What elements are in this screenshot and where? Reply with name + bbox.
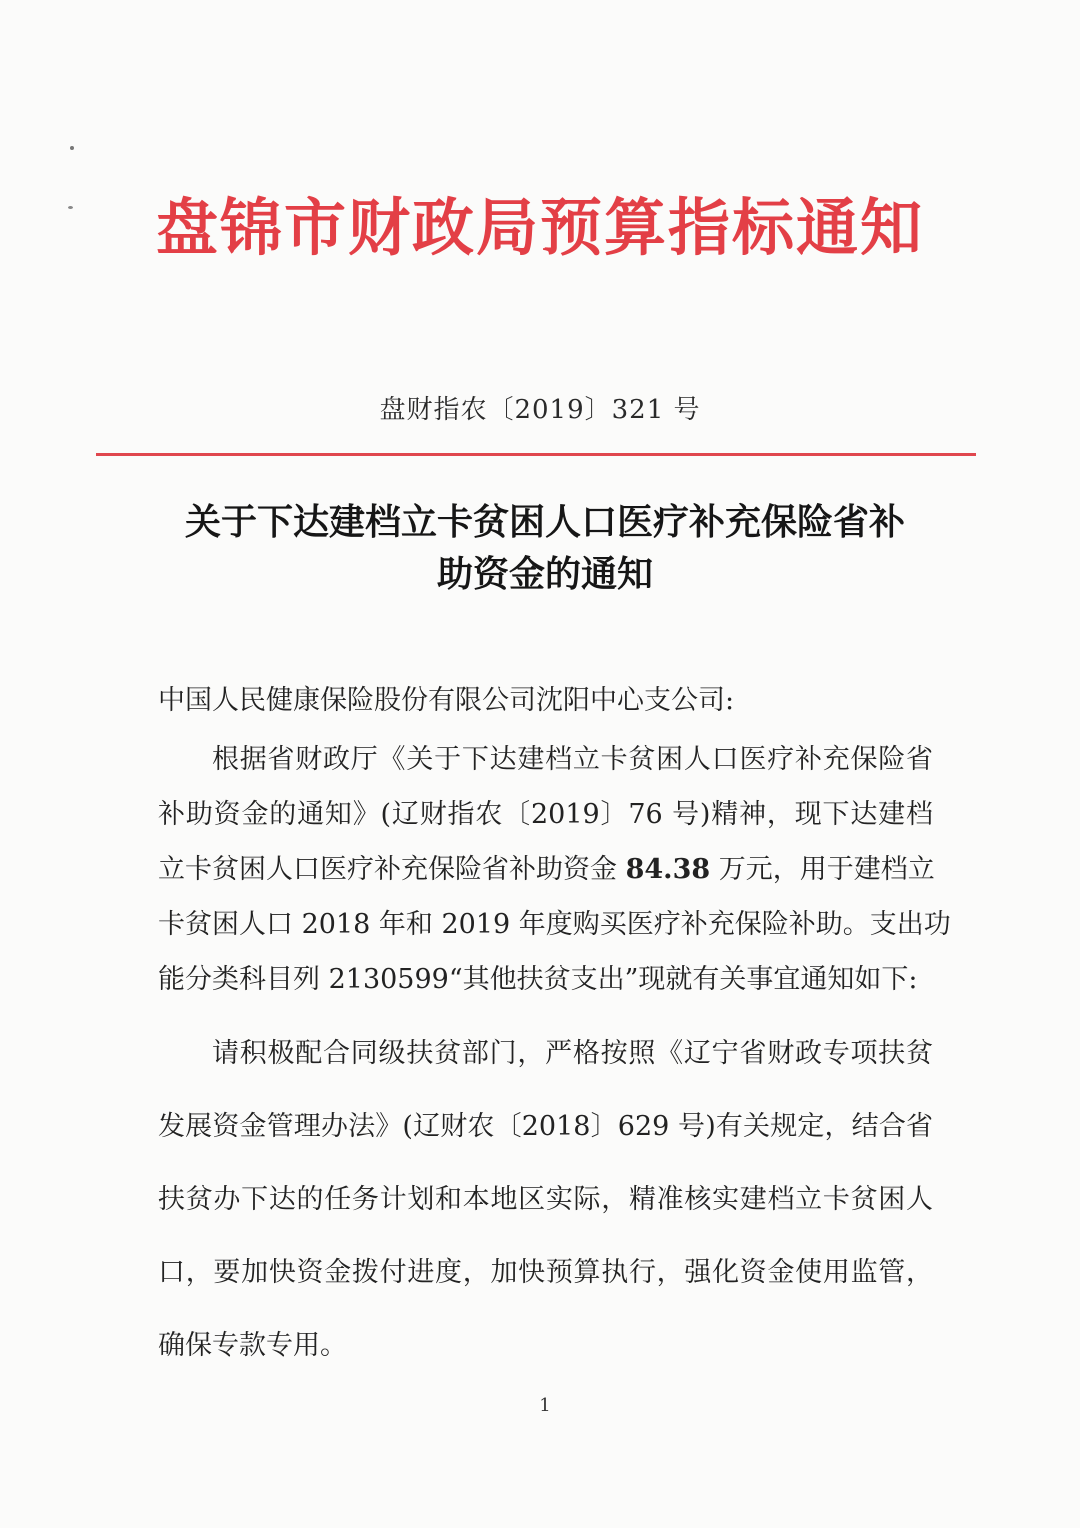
- notice-title-line-1: 关于下达建档立卡贫困人口医疗补充保险省补: [184, 501, 905, 543]
- body-paragraph-2: [158, 1017, 933, 1382]
- subsidy-amount: 84.38: [625, 854, 711, 885]
- notice-title-line-2: 助资金的通知: [436, 553, 653, 595]
- paragraph-1-line-1: 根据省财政厅《关于下达建档立卡贫困人口医疗补充保险省: [212, 744, 933, 775]
- paragraph-2-line-5: 确保专款专用。: [158, 1330, 347, 1361]
- paragraph-1-line-3-start: 立卡贫困人口医疗补充保险省补助资金: [158, 854, 626, 885]
- paragraph-1-line-4: 卡贫困人口 2018 年和 2019 年度购买医疗补充保险补助。支出功: [158, 909, 951, 940]
- body-paragraph-1: [158, 732, 951, 1007]
- masthead-title: 盘锦市财政局预算指标通知: [155, 191, 924, 264]
- addressee: 中国人民健康保险股份有限公司沈阳中心支公司:: [158, 685, 735, 716]
- paragraph-2-line-1: 请积极配合同级扶贫部门，严格按照《辽宁省财政专项扶贫: [212, 1038, 933, 1069]
- scan-speck: [70, 146, 74, 150]
- paragraph-1-line-3: [158, 842, 933, 897]
- paragraph-2-line-2: 发展资金管理办法》(辽财农〔2018〕629 号)有关规定，结合省: [158, 1111, 933, 1142]
- page-number: 1: [539, 1395, 551, 1416]
- paragraph-1-line-2: 补助资金的通知》(辽财指农〔2019〕76 号)精神，现下达建档: [158, 799, 933, 830]
- paragraph-2-line-3: 扶贫办下达的任务计划和本地区实际，精准核实建档立卡贫困人: [158, 1184, 933, 1215]
- document-number: 盘财指农〔2019〕321 号: [379, 395, 701, 425]
- notice-title: [150, 496, 940, 600]
- red-divider-line: [96, 453, 976, 456]
- paragraph-1-line-3-end: 万元，用于建档立: [710, 854, 935, 885]
- paragraph-2-line-4: 口，要加快资金拨付进度，加快预算执行，强化资金使用监管，: [158, 1257, 933, 1288]
- paragraph-1-line-5: 能分类科目列 2130599“其他扶贫支出”现就有关事宜通知如下:: [158, 964, 918, 995]
